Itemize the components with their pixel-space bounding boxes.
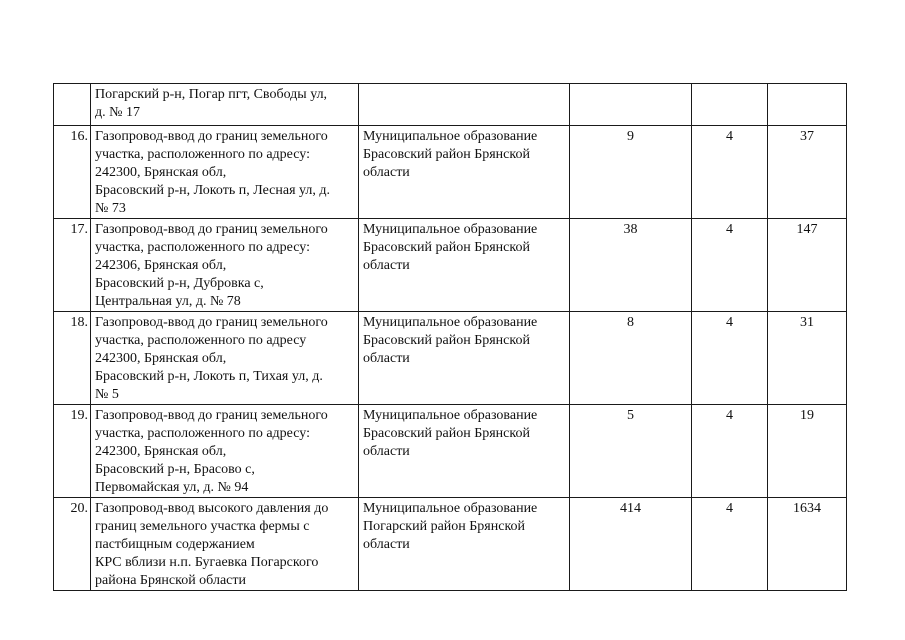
table-row (54, 312, 847, 405)
value-cell-2 (692, 84, 768, 126)
owner-line: области (363, 351, 410, 366)
row-number-cell: 20. (54, 498, 91, 591)
owner-cell (359, 219, 570, 312)
value-cell-2: 4 (692, 126, 768, 219)
object-name-cell (91, 219, 359, 312)
object-name-line: Брасовский р-н, Дубровка с, (95, 276, 264, 291)
table-body (54, 84, 847, 591)
value-cell-2: 4 (692, 312, 768, 405)
row-number-cell: 18. (54, 312, 91, 405)
object-name-line: Газопровод-ввод до границ земельного (95, 129, 328, 144)
owner-line: Погарский район Брянской (363, 519, 526, 534)
value-cell-3: 37 (768, 126, 847, 219)
gas-pipeline-table (53, 83, 847, 591)
value-cell-3 (768, 84, 847, 126)
object-name-line: участка, расположенного по адресу: (95, 426, 310, 441)
value-cell-2: 4 (692, 219, 768, 312)
object-name-line: участка, расположенного по адресу: (95, 240, 310, 255)
owner-line: Муниципальное образование (363, 408, 538, 423)
object-name-line: Брасовский р-н, Локоть п, Лесная ул, д. (95, 183, 331, 198)
value-cell-2: 4 (692, 405, 768, 498)
owner-line: Брасовский район Брянской (363, 333, 530, 348)
value-cell-1: 9 (570, 126, 692, 219)
owner-line: области (363, 537, 410, 552)
owner-line: области (363, 165, 410, 180)
value-cell-1 (570, 84, 692, 126)
row-number-cell: 19. (54, 405, 91, 498)
object-name-line: участка, расположенного по адресу (95, 333, 307, 348)
value-cell-1: 38 (570, 219, 692, 312)
object-name-line: Погарский р-н, Погар пгт, Свободы ул, (95, 87, 328, 102)
object-name-line: № 73 (95, 201, 126, 216)
object-name-line: Газопровод-ввод до границ земельного (95, 408, 328, 423)
object-name-line: Газопровод-ввод до границ земельного (95, 222, 328, 237)
value-cell-1: 414 (570, 498, 692, 591)
row-number-cell: 17. (54, 219, 91, 312)
value-cell-3: 147 (768, 219, 847, 312)
owner-line: Брасовский район Брянской (363, 426, 530, 441)
value-cell-1: 5 (570, 405, 692, 498)
row-number-cell: 16. (54, 126, 91, 219)
object-name-line: участка, расположенного по адресу: (95, 147, 310, 162)
object-name-line: 242306, Брянская обл, (95, 258, 227, 273)
object-name-line: границ земельного участка фермы с (95, 519, 310, 534)
table-row (54, 219, 847, 312)
owner-cell (359, 126, 570, 219)
table-row (54, 498, 847, 591)
row-number-cell (54, 84, 91, 126)
object-name-line: КРС вблизи н.п. Бугаевка Погарского (95, 555, 319, 570)
object-name-line: Газопровод-ввод до границ земельного (95, 315, 328, 330)
value-cell-3: 19 (768, 405, 847, 498)
owner-cell (359, 498, 570, 591)
object-name-line: Брасовский р-н, Брасово с, (95, 462, 255, 477)
object-name-line: Центральная ул, д. № 78 (95, 294, 241, 309)
owner-line: Брасовский район Брянской (363, 147, 530, 162)
object-name-line: 242300, Брянская обл, (95, 351, 227, 366)
object-name-cell (91, 498, 359, 591)
owner-cell (359, 405, 570, 498)
table-row (54, 405, 847, 498)
owner-line: области (363, 258, 410, 273)
table-row (54, 84, 847, 126)
value-cell-3: 1634 (768, 498, 847, 591)
object-name-cell (91, 405, 359, 498)
object-name-line: № 5 (95, 387, 119, 402)
object-name-line: Брасовский р-н, Локоть п, Тихая ул, д. (95, 369, 323, 384)
object-name-cell (91, 126, 359, 219)
object-name-line: Газопровод-ввод высокого давления до (95, 501, 329, 516)
value-cell-2: 4 (692, 498, 768, 591)
table-row (54, 126, 847, 219)
owner-cell (359, 84, 570, 126)
owner-line: Муниципальное образование (363, 222, 538, 237)
object-name-cell (91, 312, 359, 405)
object-name-cell (91, 84, 359, 126)
value-cell-3: 31 (768, 312, 847, 405)
object-name-line: пастбищным содержанием (95, 537, 255, 552)
object-name-line: района Брянской области (95, 573, 246, 588)
owner-line: Муниципальное образование (363, 315, 538, 330)
object-name-line: 242300, Брянская обл, (95, 165, 227, 180)
object-name-line: Первомайская ул, д. № 94 (95, 480, 249, 495)
value-cell-1: 8 (570, 312, 692, 405)
object-name-line: д. № 17 (95, 105, 140, 120)
object-name-line: 242300, Брянская обл, (95, 444, 227, 459)
owner-line: Брасовский район Брянской (363, 240, 530, 255)
owner-line: Муниципальное образование (363, 501, 538, 516)
owner-line: Муниципальное образование (363, 129, 538, 144)
document-page (53, 83, 847, 591)
owner-line: области (363, 444, 410, 459)
owner-cell (359, 312, 570, 405)
